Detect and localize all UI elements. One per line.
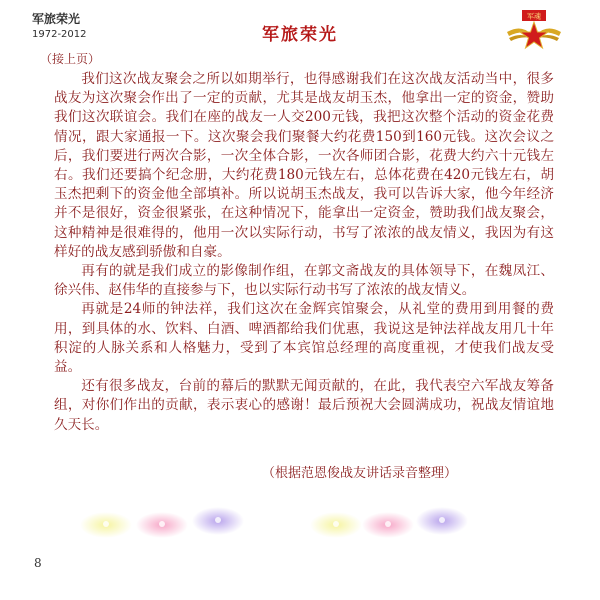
emblem-label: 军魂 <box>527 12 541 21</box>
page-number: 8 <box>34 556 42 570</box>
paragraph: 还有很多战友，台前的幕后的默默无闻贡献的，在此，我代表空六军战友筹备组，对你们作出的贡献，表示衷心的感谢！最后预祝大会圆满成功，祝战友情谊地久天长。 <box>54 378 554 433</box>
attribution: （根据范恩俊战友讲话录音整理） <box>262 466 458 481</box>
paragraph: 再就是24师的钟法祥，我们这次在金辉宾馆聚会，从礼堂的费用到用餐的费用，到具体的水、饮料、白酒、啤酒都给我们优惠，我说这是钟法祥战友用几十年积淀的人脉关系和人格魅力，受到了本宾馆总经理的高度重视，才使我们战友受益。 <box>54 301 554 376</box>
org-name: 军旅荣光 <box>32 12 81 26</box>
paragraph: 再有的就是我们成立的影像制作组，在郭文斋战友的具体领导下，在魏凤江、徐兴伟、赵伟华的直接参与下，也以实际行动书写了浓浓的战友情义。 <box>54 263 554 299</box>
article-body <box>54 70 554 435</box>
paragraph: 我们这次战友聚会之所以如期举行，也得感谢我们在这次战友活动当中，很多战友为这次聚会作出了一定的贡献，尤其是战友胡玉杰，他拿出一定的资金，赞助我们这次联谊会。我们在座的战友一人交200元钱，我把这次整个活动的资金花费情况，跟大家通报一下。这次聚会我们聚餐大约花费150到160元钱。这次会议之后，我们要进行两次合影，一次全体合影，一次各师团合影，花费大约六十元钱左右。我们还要搞个纪念册，大约花费180元钱左右，总体花费在420元钱左右，胡玉杰把剩下的资金他全部填补。所以说胡玉杰战友，我可以告诉大家，他今年经济并不是很好，资金很紧张，在这种情况下，能拿出一定资金，赞助我们战友聚会，这种精神是很难得的，他用一次以实际行动，书写了浓浓的战友情义，我因为有这样好的战友感到骄傲和自豪。 <box>54 71 554 260</box>
flower-decoration-icon <box>70 505 540 540</box>
continued-label: （接上页） <box>40 52 101 66</box>
military-star-wings-icon <box>505 8 563 52</box>
page-title: 军旅荣光 <box>262 25 338 45</box>
org-years: 1972-2012 <box>32 29 87 40</box>
